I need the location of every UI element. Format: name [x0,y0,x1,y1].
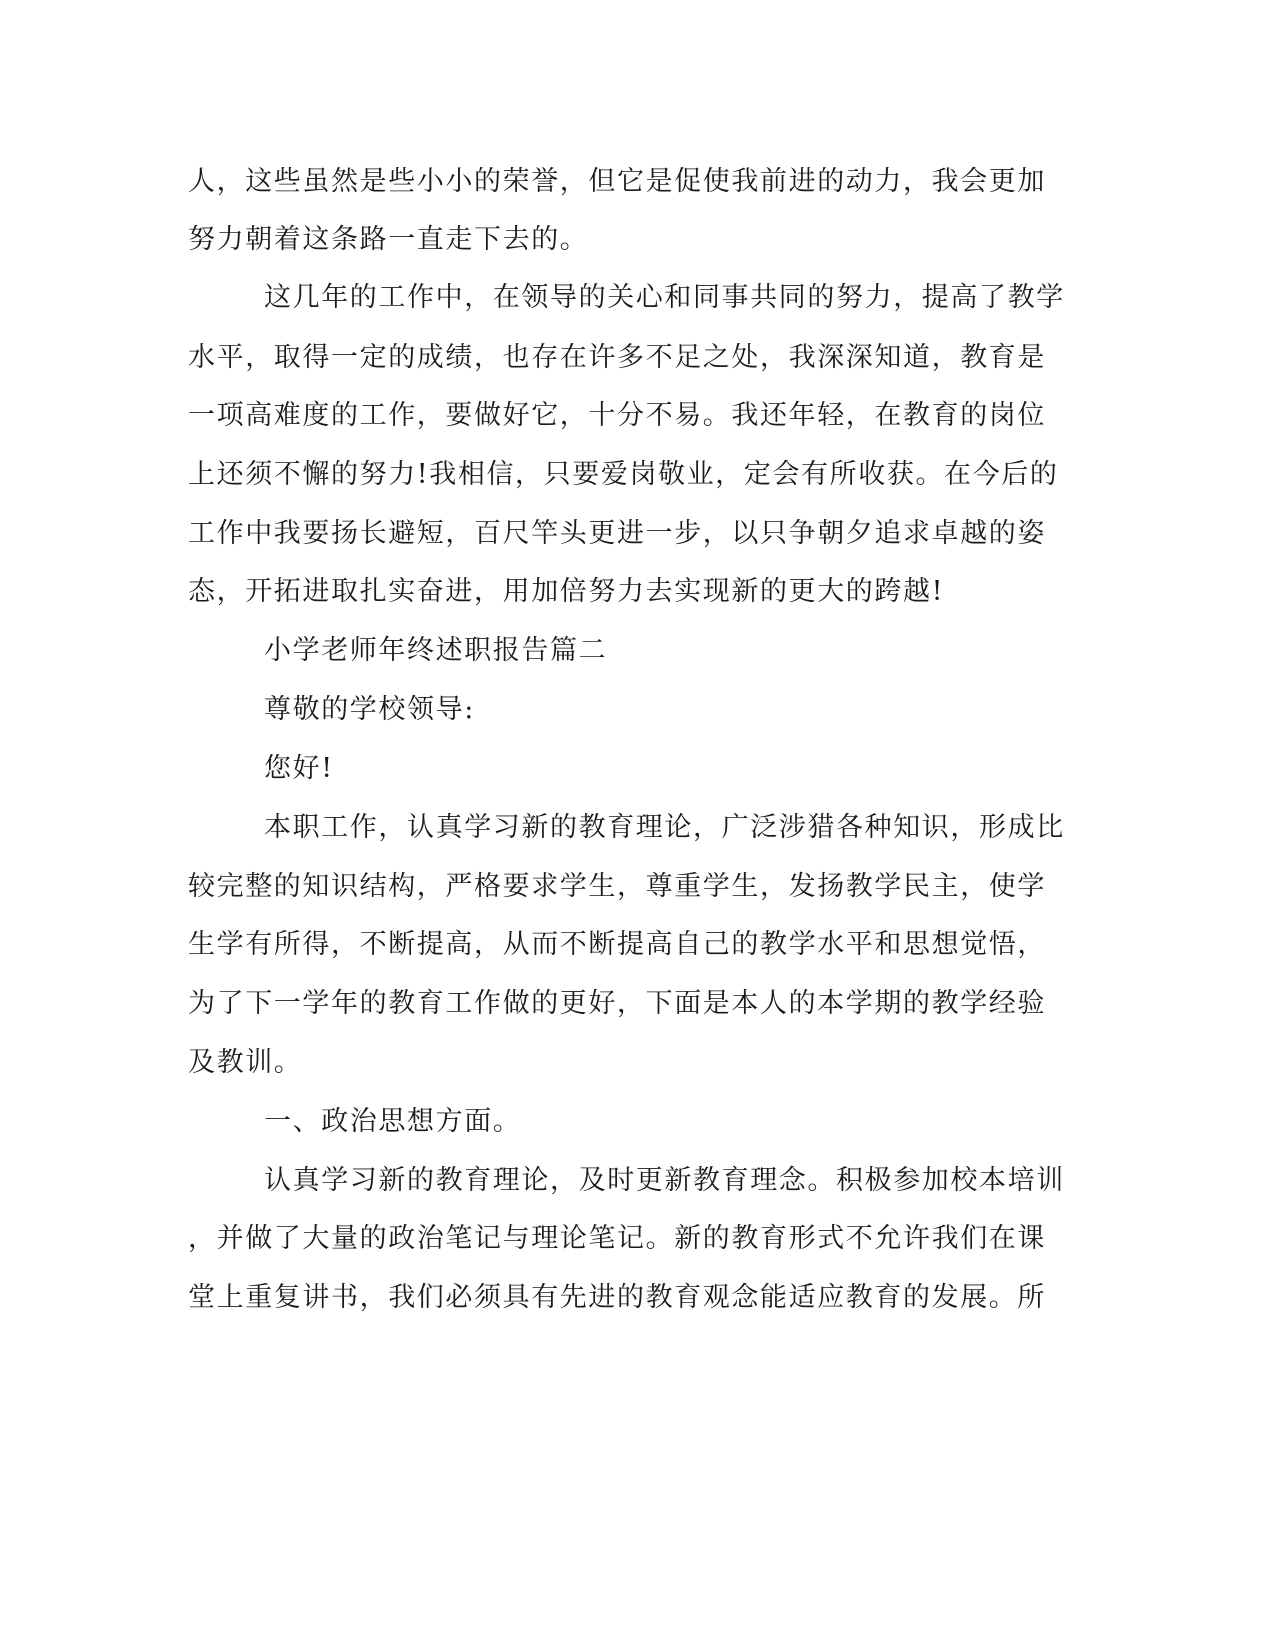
text-line: 努力朝着这条路一直走下去的。 [188,224,589,255]
text-line: 水平，取得一定的成绩，也存在许多不足之处，我深深知道，教育是 [188,342,1046,373]
greeting: 您好! [264,753,334,784]
text-line: 及教训。 [188,1047,303,1078]
paragraph-start-line: 认真学习新的教育理论，及时更新教育理念。积极参加校本培训 [264,1165,1065,1196]
salutation: 尊敬的学校领导: [264,694,475,725]
text-line: 较完整的知识结构，严格要求学生，尊重学生，发扬教学民主，使学 [188,871,1046,902]
text-line: 堂上重复讲书，我们必须具有先进的教育观念能适应教育的发展。所 [188,1282,1046,1313]
text-line: ，并做了大量的政治笔记与理论笔记。新的教育形式不允许我们在课 [188,1223,1046,1254]
paragraph-start-line: 这几年的工作中，在领导的关心和同事共同的努力，提高了教学 [264,282,1065,313]
text-line: 态，开拓进取扎实奋进，用加倍努力去实现新的更大的跨越! [188,576,945,607]
text-line: 为了下一学年的教育工作做的更好，下面是本人的本学期的教学经验 [188,988,1046,1019]
text-line: 工作中我要扬长避短，百尺竿头更进一步，以只争朝夕追求卓越的姿 [188,518,1046,549]
text-line: 生学有所得，不断提高，从而不断提高自己的教学水平和思想觉悟， [188,929,1046,960]
text-line: 上还须不懈的努力!我相信，只要爱岗敬业，定会有所收获。在今后的 [188,459,1059,490]
text-line: 人，这些虽然是些小小的荣誉，但它是促使我前进的动力，我会更加 [188,166,1046,197]
subsection-heading: 一、政治思想方面。 [264,1106,522,1137]
text-line: 一项高难度的工作，要做好它，十分不易。我还年轻，在教育的岗位 [188,400,1046,431]
section-heading: 小学老师年终述职报告篇二 [264,635,608,666]
paragraph-start-line: 本职工作，认真学习新的教育理论，广泛涉猎各种知识，形成比 [264,812,1065,843]
